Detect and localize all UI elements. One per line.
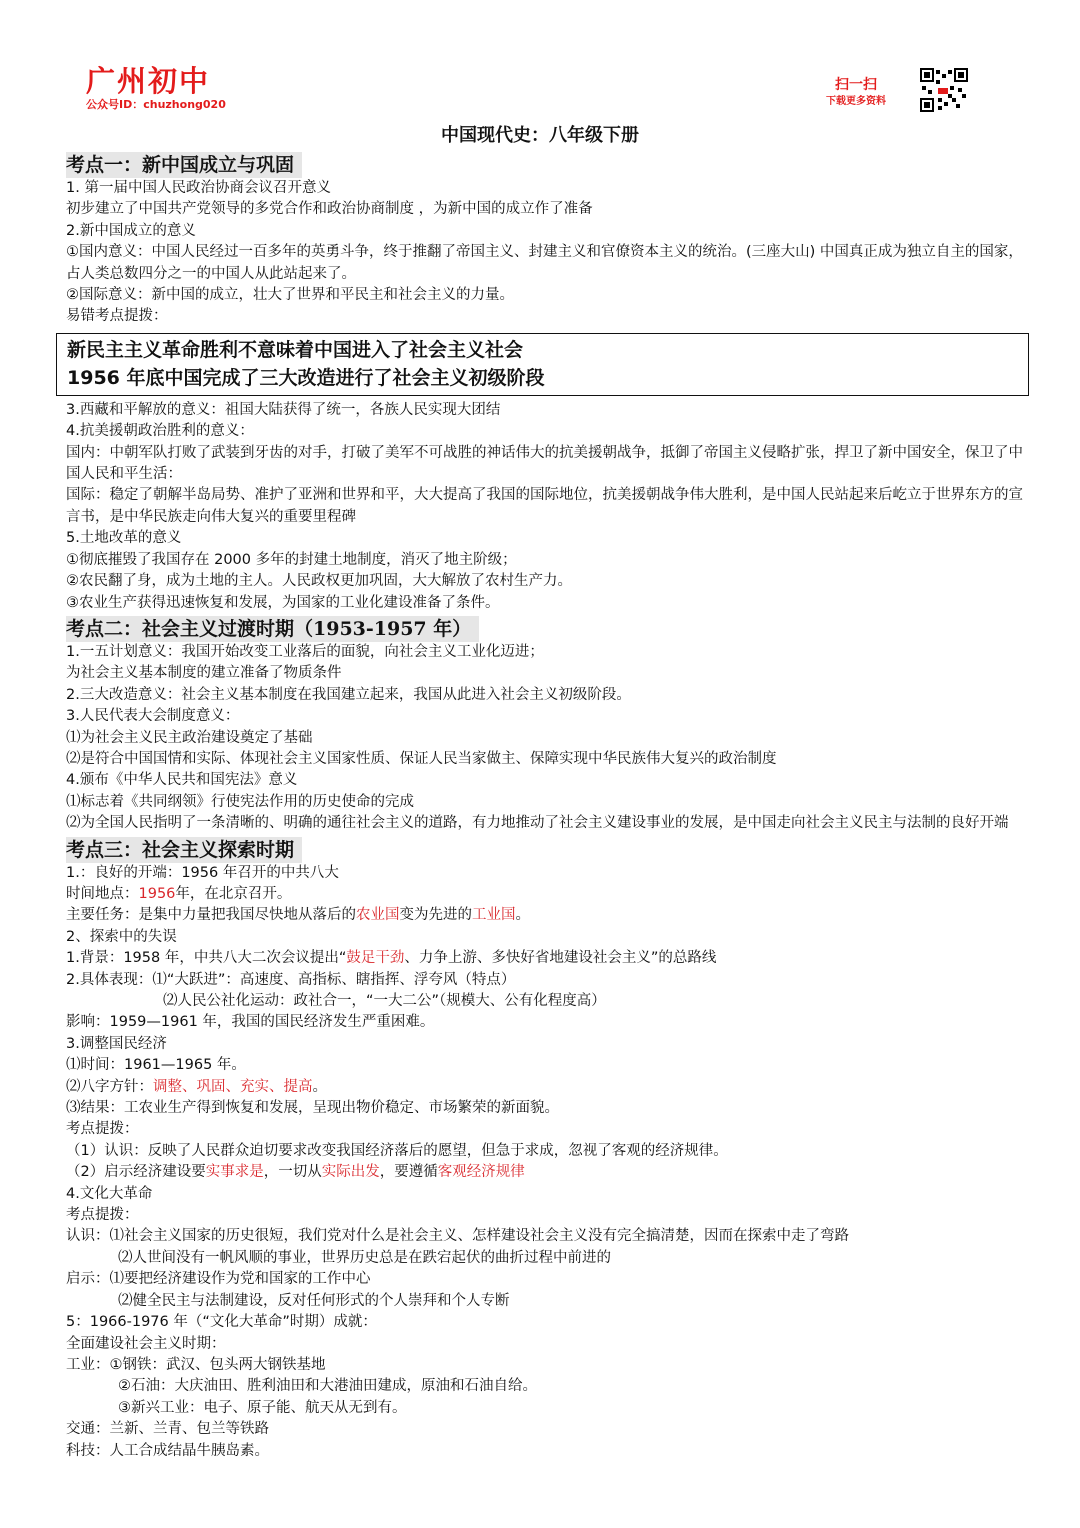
paragraph-line: 易错考点提拨： [66, 308, 168, 325]
paragraph-line: 科技：人工合成结晶牛胰岛素。 [66, 1442, 269, 1459]
paragraph-line: 5.土地改革的意义 [66, 530, 182, 547]
paragraph-line: 1. 第一届中国人民政治协商会议召开意义 [66, 180, 331, 196]
highlight-text: 工业国 [472, 907, 516, 924]
paragraph-line: （1）认识：反映了人民群众迫切要求改变我国经济落后的愿望，但急于求成，忽视了客观的经济规律。 [66, 1142, 728, 1159]
section-heading-2: 考点二：社会主义过渡时期（1953-1957 年） [66, 616, 479, 642]
highlight-line: 新民主主义革命胜利不意味着中国进入了社会主义社会 [67, 338, 524, 361]
highlight-box [56, 333, 1029, 396]
paragraph-line: ②国际意义：新中国的成立，壮大了世界和平民主和社会主义的力量。 [66, 287, 514, 304]
paragraph-line: 考点提拨： [66, 1207, 139, 1224]
paragraph-line: ⑵为全国人民指明了一条清晰的、明确的通往社会主义的道路，有力地推动了社会主义建设事业的发展，是中国走向社会主义民主与法制的良好开端 [66, 815, 1009, 832]
paragraph-line: ⑵人民公社化运动：政社合一，“一大二公”（规模大、公有化程度高） [163, 993, 606, 1009]
paragraph-line: ⑶结果：工农业生产得到恢复和发展，呈现出物价稳定、市场繁荣的新面貌。 [66, 1100, 559, 1117]
paragraph-line: 4.文化大革命 [66, 1185, 153, 1202]
paragraph-line: 影响：1959—1961 年，我国的国民经济发生严重困难。 [66, 1014, 435, 1031]
paragraph-line: ⑵是符合中国国情和实际、体现社会主义国家性质、保证人民当家做主、保障实现中华民族伟大复兴的政治制度 [66, 750, 777, 767]
paragraph-line: 2.新中国成立的意义 [66, 222, 196, 239]
paragraph-line: ⑴为社会主义民主政治建设奠定了基础 [66, 729, 313, 746]
highlight-text: 实际出发 [321, 1164, 380, 1181]
paragraph-line: ⑵人世间没有一帆风顺的事业，世界历史总是在跌宕起伏的曲折过程中前进的 [118, 1249, 611, 1266]
document-body [66, 150, 1026, 1462]
highlight-text: 调整 [153, 1078, 182, 1095]
paragraph-line: 3.调整国民经济 [66, 1035, 167, 1052]
paragraph-line: ①国内意义：中国人民经过一百多年的英勇斗争，终于推翻了帝国主义、封建主义和官僚资本主义的统治。(三座大山) 中国真正成为独立自主的国家，占人类总数四分之一的中国人从此站起来了。 [66, 244, 1023, 282]
paragraph-line: 为社会主义基本制度的建立准备了物质条件 [66, 665, 342, 682]
page-title: 中国现代史：八年级下册 [441, 125, 639, 146]
paragraph-line: ⑵健全民主与法制建设，反对任何形式的个人崇拜和个人专断 [118, 1292, 510, 1309]
paragraph-line: （2）启示经济建设要实事求是，一切从实际出发，要遵循客观经济规律 [66, 1164, 525, 1181]
paragraph-line: 国际：稳定了朝解半岛局势、准护了亚洲和世界和平，大大提高了我国的国际地位，抗美援朝战争伟大胜利，是中国人民站起来后屹立于世界东方的宣言书，是中华民族走向伟大复兴的重要里程碑 [66, 487, 1023, 525]
paragraph-line: 工业：①钢铁：武汉、包头两大钢铁基地 [66, 1356, 326, 1373]
paragraph-line: ⑴标志着《共同纲领》行使宪法作用的历史使命的完成 [66, 793, 414, 810]
paragraph-line: ②石油：大庆油田、胜利油田和大港油田建成，原油和石油自给。 [118, 1378, 537, 1395]
paragraph-line: 全面建设社会主义时期： [66, 1335, 226, 1352]
highlight-text: 巩固 [196, 1078, 226, 1095]
paragraph-line: 国内：中朝军队打败了武装到牙齿的对手，打破了美军不可战胜的神话伟大的抗美援朝战争，抵御了帝国主义侵略扩张，捍卫了新中国安全，保卫了中国人民和平生活： [66, 444, 1023, 483]
highlight-line: 1956 年底中国完成了三大改造进行了社会主义初级阶段 [67, 366, 545, 389]
paragraph-line: 2.三大改造意义：社会主义基本制度在我国建立起来，我国从此进入社会主义初级阶段。 [66, 686, 631, 703]
paragraph-line: 时间地点：1956年，在北京召开。 [66, 885, 292, 902]
paragraph-line: 启示：⑴要把经济建设作为党和国家的工作中心 [66, 1271, 371, 1288]
paragraph-line: 主要任务：是集中力量把我国尽快地从落后的农业国变为先进的工业国。 [66, 907, 530, 924]
paragraph-line: ③新兴工业：电子、原子能、航天从无到有。 [118, 1399, 407, 1416]
paragraph-line: 5：1966-1976 年（“文化大革命”时期）成就： [66, 1314, 377, 1331]
qr-code-icon [920, 68, 968, 112]
paragraph-line: ②农民翻了身，成为土地的主人。人民政权更加巩固，大大解放了农村生产力。 [66, 573, 572, 590]
paragraph-line: 3.西藏和平解放的意义：祖国大陆获得了统一，各族人民实现大团结 [66, 401, 501, 418]
highlight-text: 鼓足干劲 [346, 950, 405, 967]
paragraph-line: ①彻底摧毁了我国存在 2000 多年的封建土地制度，消灭了地主阶级； [66, 551, 517, 568]
scan-subtitle: 下载更多资料 [826, 96, 886, 107]
brand-logo [86, 64, 226, 111]
highlight-text: 客观经济规律 [437, 1164, 525, 1181]
paragraph-line: 4.抗美援朝政治胜利的意义： [66, 423, 254, 440]
scan-title: 扫一扫 [835, 77, 877, 93]
paragraph-line: 2、探索中的失误 [66, 928, 177, 945]
highlight-text: 提高 [283, 1078, 313, 1095]
paragraph-line: 1.一五计划意义：我国开始改变工业落后的面貌，向社会主义工业化迈进； [66, 643, 544, 660]
brand-name: 广州初中 [86, 64, 211, 98]
paragraph-line: 3.人民代表大会制度意义： [66, 708, 240, 725]
scan-prompt [826, 76, 886, 110]
paragraph-line: 4.颁布《中华人民共和国宪法》意义 [66, 772, 298, 789]
highlight-text: 农业国 [356, 907, 400, 924]
paragraph-line: 考点提拨： [66, 1121, 139, 1138]
section-heading-1: 考点一：新中国成立与巩固 [66, 152, 302, 178]
paragraph-line: 1.：良好的开端：1956 年召开的中共八大 [66, 864, 339, 881]
paragraph-line: ③农业生产获得迅速恢复和发展，为国家的工业化建设准备了条件。 [66, 594, 500, 611]
paragraph-line: 1.背景：1958 年，中共八大二次会议提出“鼓足干劲、力争上游、多快好省地建设社会主义”的总路线 [66, 950, 717, 967]
brand-account-id: 公众号ID：chuzhong020 [86, 98, 226, 111]
paragraph-line: 2.具体表现：⑴“大跃进”：高速度、高指标、瞎指挥、浮夸风（特点） [66, 971, 516, 988]
highlight-text: 实事求是 [205, 1164, 264, 1181]
paragraph-line: ⑵八字方针：调整、巩固、充实、提高。 [66, 1078, 327, 1095]
paragraph-line: 认识：⑴社会主义国家的历史很短，我们党对什么是社会主义、怎样建设社会主义没有完全搞清楚，因而在探索中走了弯路 [66, 1228, 849, 1245]
highlight-text: 1956 [138, 885, 176, 902]
paragraph-line: ⑴时间：1961—1965 年。 [66, 1057, 246, 1074]
paragraph-line: 交通：兰新、兰青、包兰等铁路 [66, 1421, 269, 1438]
highlight-text: 充实 [240, 1078, 269, 1095]
paragraph-line: 初步建立了中国共产党领导的多党合作和政治协商制度 ，为新中国的成立作了准备 [66, 201, 593, 218]
section-heading-3: 考点三：社会主义探索时期 [66, 837, 302, 863]
